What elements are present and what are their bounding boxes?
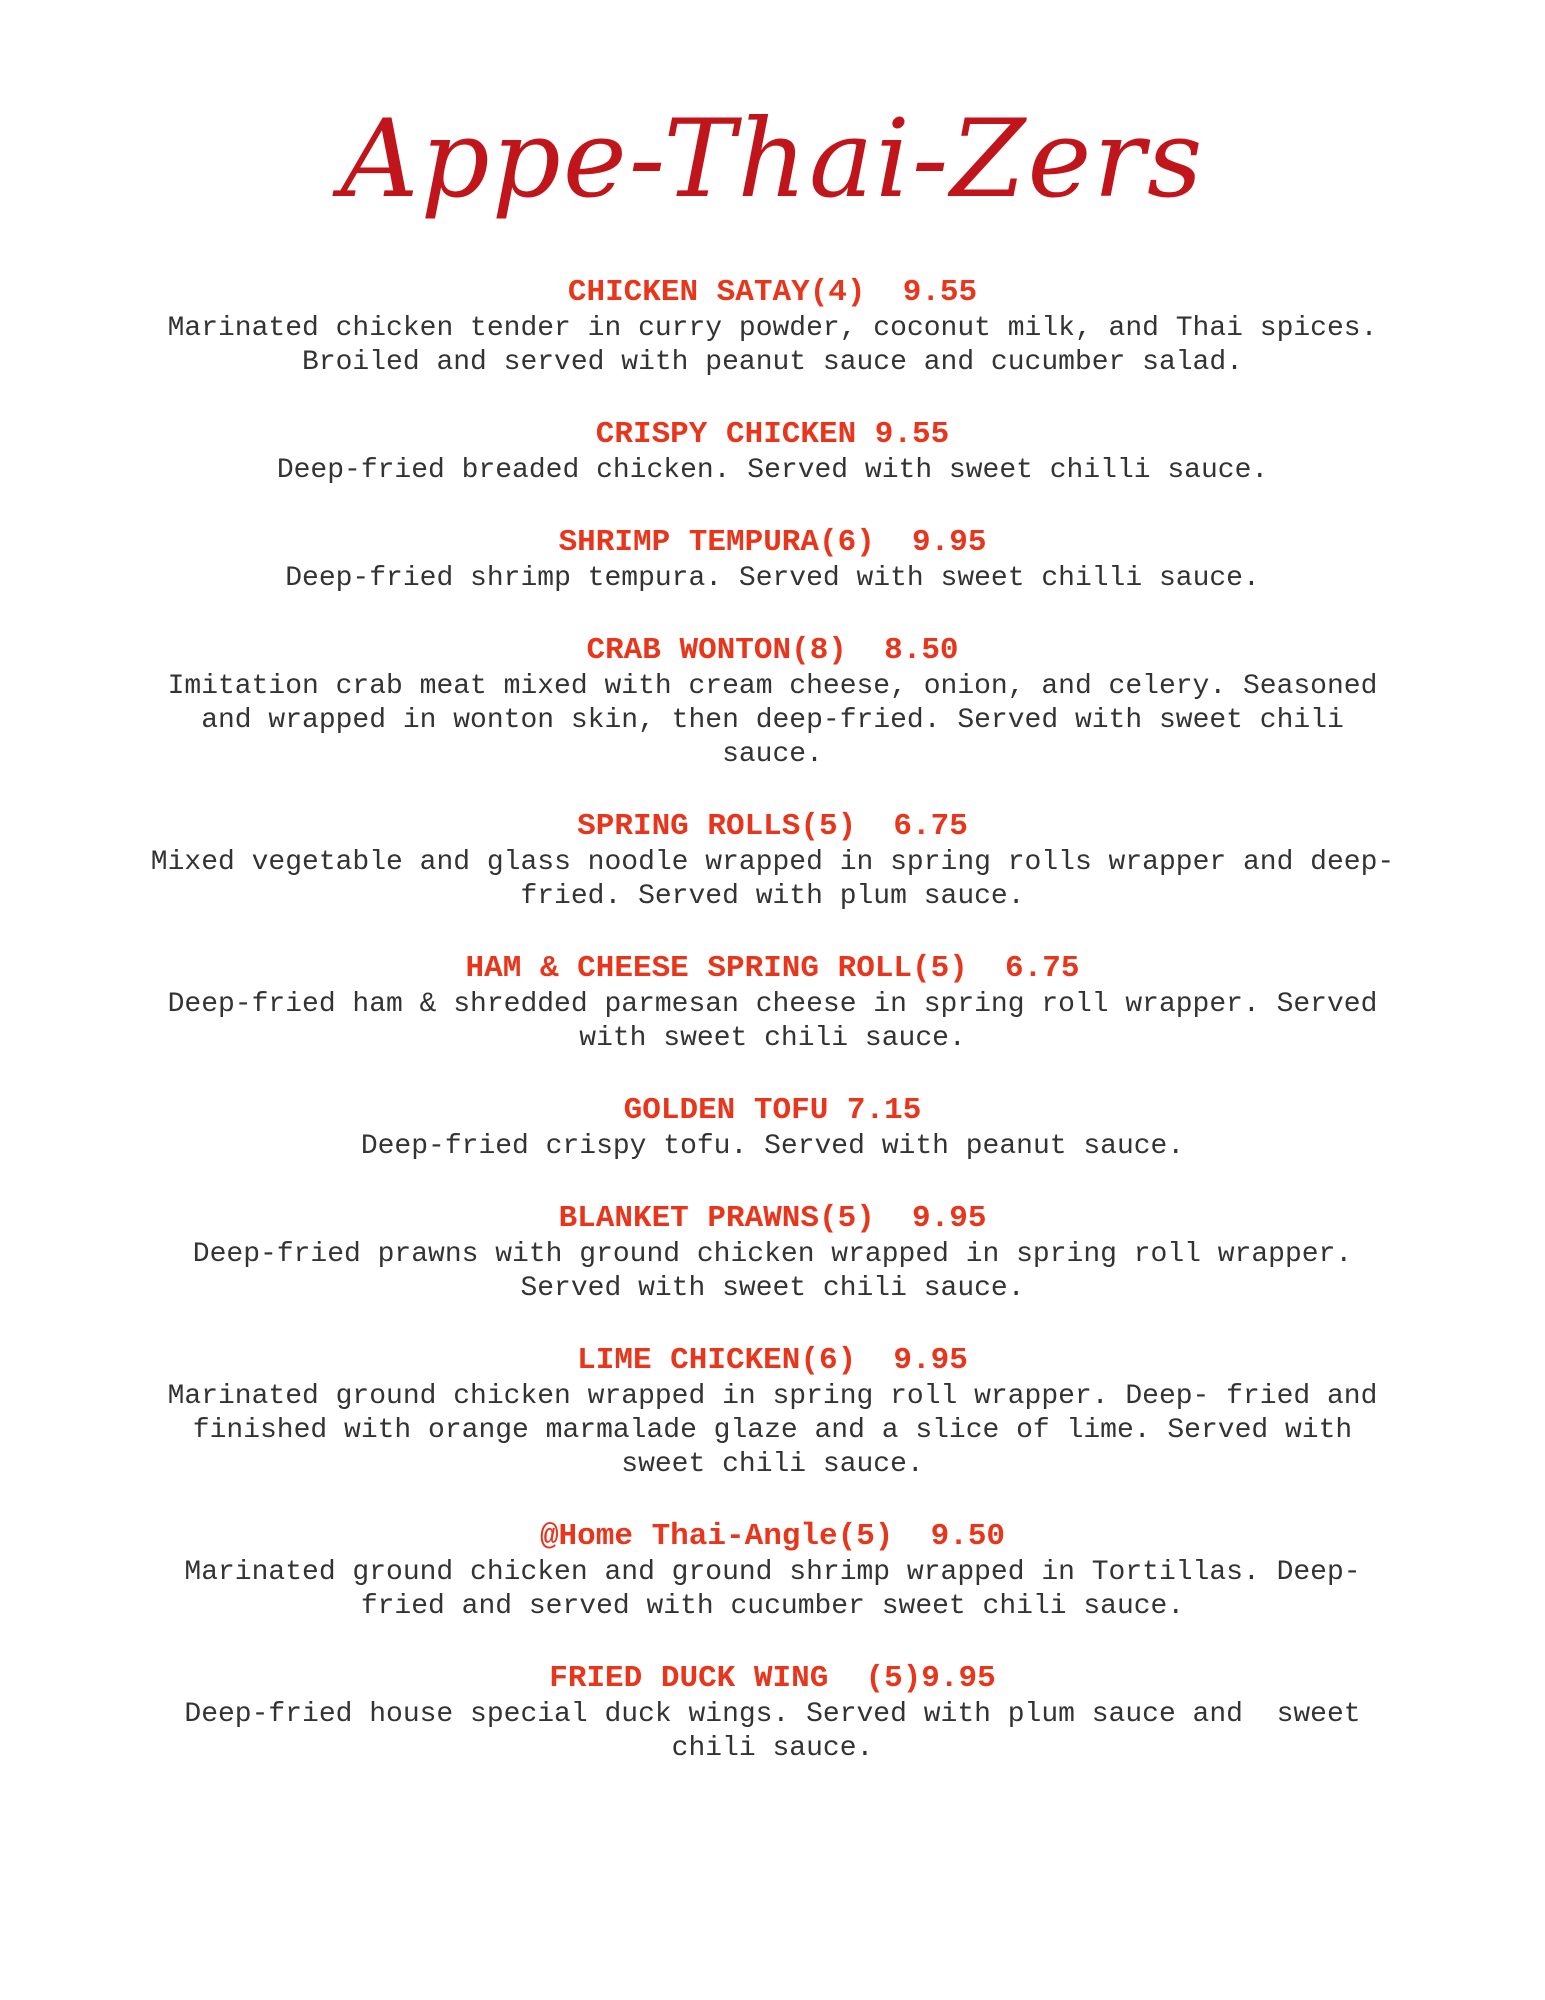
item-description: Deep-fried shrimp tempura. Served with sweet chilli sauce.	[285, 563, 1260, 594]
menu-item	[90, 1200, 1455, 1306]
item-name-price: @Home Thai-Angle(5) 9.50	[539, 1519, 1006, 1554]
item-description: Marinated ground chicken wrapped in spring roll wrapper. Deep- fried and finished with orange marmalade glaze and a slice of lime. Served with sweet chili sauce.	[167, 1381, 1378, 1480]
menu-item	[90, 1342, 1455, 1482]
item-name-price: CRISPY CHICKEN 9.55	[595, 417, 950, 452]
menu-item	[90, 274, 1455, 380]
item-name-price: FRIED DUCK WING (5)9.95	[549, 1661, 996, 1696]
item-name-price: SPRING ROLLS(5) 6.75	[577, 809, 968, 844]
item-name-price: BLANKET PRAWNS(5) 9.95	[558, 1201, 987, 1236]
item-description: Deep-fried house special duck wings. Served with plum sauce and sweet chili sauce.	[184, 1699, 1361, 1764]
menu-item	[90, 1518, 1455, 1624]
item-name-price: CRAB WONTON(8) 8.50	[586, 633, 959, 668]
item-name-price: GOLDEN TOFU 7.15	[623, 1093, 922, 1128]
item-description: Deep-fried crispy tofu. Served with peanut sauce.	[360, 1131, 1185, 1162]
item-description: Deep-fried breaded chicken. Served with sweet chilli sauce.	[276, 455, 1269, 486]
item-name-price: HAM & CHEESE SPRING ROLL(5) 6.75	[465, 951, 1080, 986]
item-name-price: LIME CHICKEN(6) 9.95	[577, 1343, 968, 1378]
item-description: Marinated chicken tender in curry powder, coconut milk, and Thai spices. Broiled and served with peanut sauce and cucumber salad.	[167, 313, 1378, 378]
item-name-price: SHRIMP TEMPURA(6) 9.95	[558, 525, 987, 560]
item-name-price: CHICKEN SATAY(4) 9.55	[567, 275, 978, 310]
menu-item	[90, 950, 1455, 1056]
menu-list	[90, 274, 1455, 1802]
menu-title: Appe-Thai-Zers	[340, 97, 1205, 222]
item-description: Deep-fried ham & shredded parmesan cheese in spring roll wrapper. Served with sweet chili sauce.	[167, 989, 1378, 1054]
menu-item	[90, 1092, 1455, 1164]
item-description: Marinated ground chicken and ground shrimp wrapped in Tortillas. Deep- fried and served with cucumber sweet chili sauce.	[184, 1557, 1361, 1622]
item-description: Mixed vegetable and glass noodle wrapped in spring rolls wrapper and deep- fried. Served with plum sauce.	[150, 847, 1395, 912]
item-description: Deep-fried prawns with ground chicken wrapped in spring roll wrapper. Served with sweet chili sauce.	[192, 1239, 1353, 1304]
item-description: Imitation crab meat mixed with cream cheese, onion, and celery. Seasoned and wrapped in wonton skin, then deep-fried. Served with sweet chili sauce.	[167, 671, 1378, 770]
menu-item	[90, 524, 1455, 596]
menu-item	[90, 1660, 1455, 1766]
menu-item	[90, 808, 1455, 914]
menu-item	[90, 632, 1455, 772]
menu-item	[90, 416, 1455, 488]
